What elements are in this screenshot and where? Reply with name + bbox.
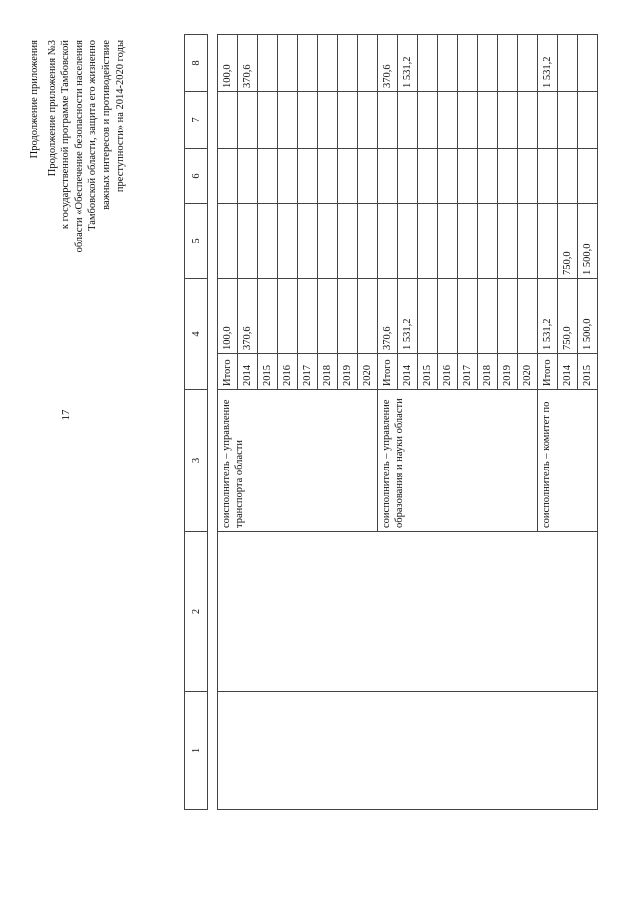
- value-col-5: [418, 204, 438, 279]
- continuation-title: Продолжение приложения: [29, 40, 40, 159]
- value-col-7: [278, 92, 298, 149]
- value-col-5: [218, 204, 238, 279]
- value-col-8: 370,6: [378, 35, 398, 92]
- value-col-7: [498, 92, 518, 149]
- value-col-8: [578, 35, 598, 92]
- value-col-7: [318, 92, 338, 149]
- value-col-5: [458, 204, 478, 279]
- value-col-8: [518, 35, 538, 92]
- value-col-6: [358, 149, 378, 204]
- value-col-7: [518, 92, 538, 149]
- value-col-4: 370,6: [238, 279, 258, 354]
- value-col-7: [438, 92, 458, 149]
- year-cell: 2020: [358, 354, 378, 390]
- value-col-8: 1 531,2: [538, 35, 558, 92]
- value-col-8: [458, 35, 478, 92]
- value-col-4: 1 531,2: [398, 279, 418, 354]
- column-number: 1: [185, 692, 208, 810]
- appendix-header: [28, 40, 127, 400]
- column-number: 8: [185, 35, 208, 92]
- year-cell: 2014: [238, 354, 258, 390]
- value-col-7: [338, 92, 358, 149]
- value-col-7: [458, 92, 478, 149]
- year-cell: Итого: [538, 354, 558, 390]
- year-cell: 2016: [438, 354, 458, 390]
- value-col-7: [238, 92, 258, 149]
- header-line: Продолжение приложения №3: [46, 40, 58, 177]
- value-col-8: [358, 35, 378, 92]
- gap-cell: [208, 35, 218, 810]
- year-cell: 2019: [498, 354, 518, 390]
- value-col-7: [398, 92, 418, 149]
- value-col-6: [318, 149, 338, 204]
- value-col-5: [478, 204, 498, 279]
- value-col-7: [418, 92, 438, 149]
- value-col-6: [418, 149, 438, 204]
- value-col-8: 1 531,2: [398, 35, 418, 92]
- header-line: важных интересов и противодействие: [100, 40, 112, 210]
- value-col-5: 1 500,0: [578, 204, 598, 279]
- year-cell: Итого: [218, 354, 238, 390]
- value-col-8: 100,0: [218, 35, 238, 92]
- column-number: 6: [185, 149, 208, 204]
- value-col-7: [558, 92, 578, 149]
- value-col-6: [578, 149, 598, 204]
- value-col-8: [258, 35, 278, 92]
- value-col-5: [438, 204, 458, 279]
- value-col-6: [438, 149, 458, 204]
- value-col-4: [478, 279, 498, 354]
- value-col-4: [258, 279, 278, 354]
- year-cell: Итого: [378, 354, 398, 390]
- year-cell: 2016: [278, 354, 298, 390]
- executor-cell: соисполнитель – комитет по: [538, 390, 598, 532]
- year-cell: 2015: [258, 354, 278, 390]
- value-col-6: [518, 149, 538, 204]
- value-col-8: [338, 35, 358, 92]
- header-line: Тамбовской области, защита его жизненно: [87, 40, 99, 231]
- value-col-5: [358, 204, 378, 279]
- value-col-4: [438, 279, 458, 354]
- year-cell: 2017: [298, 354, 318, 390]
- column-number: 3: [185, 390, 208, 532]
- value-col-6: [478, 149, 498, 204]
- year-cell: 2019: [338, 354, 358, 390]
- value-col-6: [258, 149, 278, 204]
- value-col-6: [498, 149, 518, 204]
- column-number: 5: [185, 204, 208, 279]
- value-col-4: 1 531,2: [538, 279, 558, 354]
- value-col-4: [298, 279, 318, 354]
- value-col-7: [478, 92, 498, 149]
- value-col-5: [238, 204, 258, 279]
- value-col-7: [538, 92, 558, 149]
- value-col-6: [458, 149, 478, 204]
- year-cell: 2017: [458, 354, 478, 390]
- value-col-8: [438, 35, 458, 92]
- year-cell: 2015: [578, 354, 598, 390]
- value-col-8: [278, 35, 298, 92]
- value-col-4: 1 500,0: [578, 279, 598, 354]
- year-cell: 2014: [558, 354, 578, 390]
- value-col-5: [258, 204, 278, 279]
- header-line: преступности» на 2014-2020 годы: [114, 40, 126, 193]
- value-col-4: [518, 279, 538, 354]
- year-cell: 2018: [478, 354, 498, 390]
- header-line: к государственной программе Тамбовской: [60, 40, 72, 230]
- value-col-4: 750,0: [558, 279, 578, 354]
- value-col-7: [378, 92, 398, 149]
- value-col-6: [298, 149, 318, 204]
- value-col-4: [278, 279, 298, 354]
- value-col-8: [318, 35, 338, 92]
- executor-cell: соисполнитель – управление транспорта области: [218, 390, 378, 532]
- year-cell: 2018: [318, 354, 338, 390]
- value-col-6: [378, 149, 398, 204]
- value-col-6: [238, 149, 258, 204]
- value-col-4: 370,6: [378, 279, 398, 354]
- executor-cell: соисполнитель – управление образования и науки области: [378, 390, 538, 532]
- year-cell: 2015: [418, 354, 438, 390]
- cell-col-1: [218, 692, 598, 810]
- value-col-5: [498, 204, 518, 279]
- column-number: 7: [185, 92, 208, 149]
- value-col-4: [318, 279, 338, 354]
- value-col-5: [378, 204, 398, 279]
- program-table: [184, 34, 598, 810]
- value-col-4: [458, 279, 478, 354]
- table-gap: [208, 35, 218, 810]
- value-col-4: 100,0: [218, 279, 238, 354]
- value-col-7: [298, 92, 318, 149]
- value-col-5: [518, 204, 538, 279]
- value-col-4: [418, 279, 438, 354]
- value-col-6: [398, 149, 418, 204]
- value-col-7: [218, 92, 238, 149]
- value-col-5: [318, 204, 338, 279]
- value-col-5: [338, 204, 358, 279]
- cell-col-2: [218, 532, 598, 692]
- value-col-6: [538, 149, 558, 204]
- value-col-6: [278, 149, 298, 204]
- value-col-7: [578, 92, 598, 149]
- value-col-4: [358, 279, 378, 354]
- column-numbers-row: [185, 35, 208, 810]
- value-col-7: [358, 92, 378, 149]
- column-number: 2: [185, 532, 208, 692]
- header-line: области «Обеспечение безопасности населения: [73, 40, 85, 253]
- value-col-7: [258, 92, 278, 149]
- value-col-5: 750,0: [558, 204, 578, 279]
- page-number: 17: [60, 409, 72, 421]
- table-row: [218, 35, 238, 810]
- value-col-6: [338, 149, 358, 204]
- year-cell: 2014: [398, 354, 418, 390]
- column-number: 4: [185, 279, 208, 390]
- value-col-8: [558, 35, 578, 92]
- year-cell: 2020: [518, 354, 538, 390]
- value-col-8: [478, 35, 498, 92]
- value-col-8: 370,6: [238, 35, 258, 92]
- value-col-8: [498, 35, 518, 92]
- value-col-6: [558, 149, 578, 204]
- value-col-4: [498, 279, 518, 354]
- value-col-5: [398, 204, 418, 279]
- value-col-8: [418, 35, 438, 92]
- value-col-4: [338, 279, 358, 354]
- value-col-5: [278, 204, 298, 279]
- value-col-5: [298, 204, 318, 279]
- value-col-8: [298, 35, 318, 92]
- value-col-5: [538, 204, 558, 279]
- value-col-6: [218, 149, 238, 204]
